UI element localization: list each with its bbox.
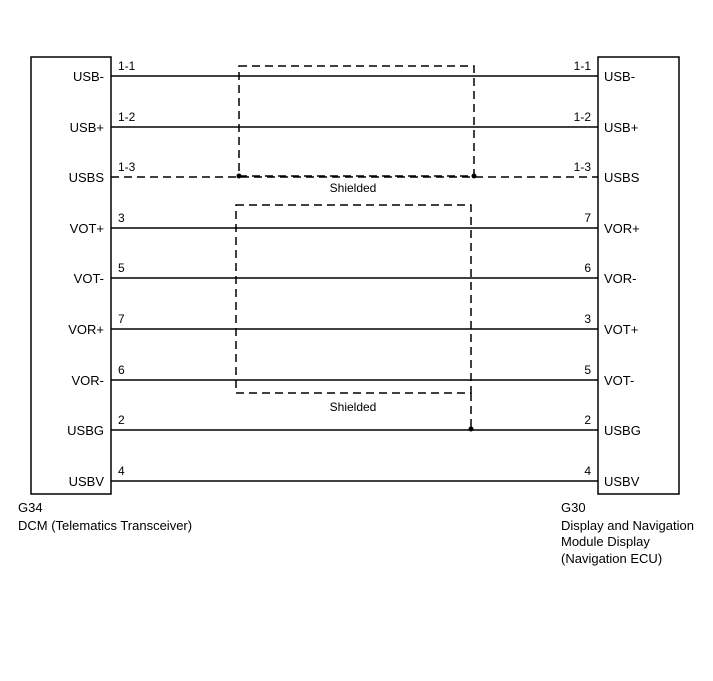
- right-signal-label: VOR+: [604, 221, 640, 236]
- right-connector-code: G30: [561, 500, 586, 515]
- right-signal-label: VOT-: [604, 373, 635, 388]
- right-pin-number: 5: [584, 363, 591, 377]
- right-pin-number: 2: [584, 413, 591, 427]
- right-pin-number: 4: [584, 464, 591, 478]
- left-pin-number: 2: [118, 413, 125, 427]
- left-signal-label: USB-: [72, 69, 104, 84]
- right-pin-number: 1-2: [573, 110, 591, 124]
- left-signal-label: VOR-: [71, 373, 104, 388]
- right-signal-label: USBV: [604, 474, 640, 489]
- right-signal-label: VOT+: [604, 322, 639, 337]
- left-connector-code: G34: [18, 500, 43, 515]
- left-signal-label: USBV: [68, 474, 104, 489]
- right-connector-title-line: Module Display: [561, 534, 650, 549]
- left-pin-number: 4: [118, 464, 125, 478]
- left-signal-label: USB+: [69, 120, 104, 135]
- shield-lower: [236, 205, 474, 432]
- shield-lower-box: [236, 205, 471, 393]
- left-pin-number: 5: [118, 261, 125, 275]
- left-connector-title: DCM (Telematics Transceiver): [18, 518, 193, 533]
- left-signal-label: USBG: [67, 423, 104, 438]
- right-connector-title-line: Display and Navigation: [561, 518, 694, 533]
- left-signal-label: USBS: [68, 170, 104, 185]
- right-signal-label: VOR-: [604, 271, 637, 286]
- right-signal-label: USB-: [604, 69, 636, 84]
- right-signal-label: USBG: [604, 423, 641, 438]
- shield-junction-dot: [237, 174, 242, 179]
- wire-group: [67, 59, 641, 489]
- right-pin-number: 1-1: [573, 59, 591, 73]
- left-signal-label: VOR+: [68, 322, 104, 337]
- right-pin-number: 3: [584, 312, 591, 326]
- right-pin-number: 1-3: [573, 160, 591, 174]
- left-pin-number: 1-1: [118, 59, 136, 73]
- shield-upper: [237, 66, 477, 195]
- right-pin-number: 7: [584, 211, 591, 225]
- left-pin-number: 3: [118, 211, 125, 225]
- right-signal-label: USB+: [604, 120, 639, 135]
- right-pin-number: 6: [584, 261, 591, 275]
- shield-upper-box: [239, 66, 474, 176]
- right-signal-label: USBS: [604, 170, 640, 185]
- right-connector-caption: [561, 500, 694, 566]
- shield-label: Shielded: [329, 400, 377, 414]
- left-pin-number: 7: [118, 312, 125, 326]
- right-connector-title-line: (Navigation ECU): [561, 551, 663, 566]
- shield-label: Shielded: [329, 181, 377, 195]
- left-pin-number: 1-2: [118, 110, 136, 124]
- left-connector-caption: [18, 500, 192, 533]
- left-signal-label: VOT-: [73, 271, 104, 286]
- left-pin-number: 1-3: [118, 160, 136, 174]
- left-signal-label: VOT+: [69, 221, 104, 236]
- left-pin-number: 6: [118, 363, 125, 377]
